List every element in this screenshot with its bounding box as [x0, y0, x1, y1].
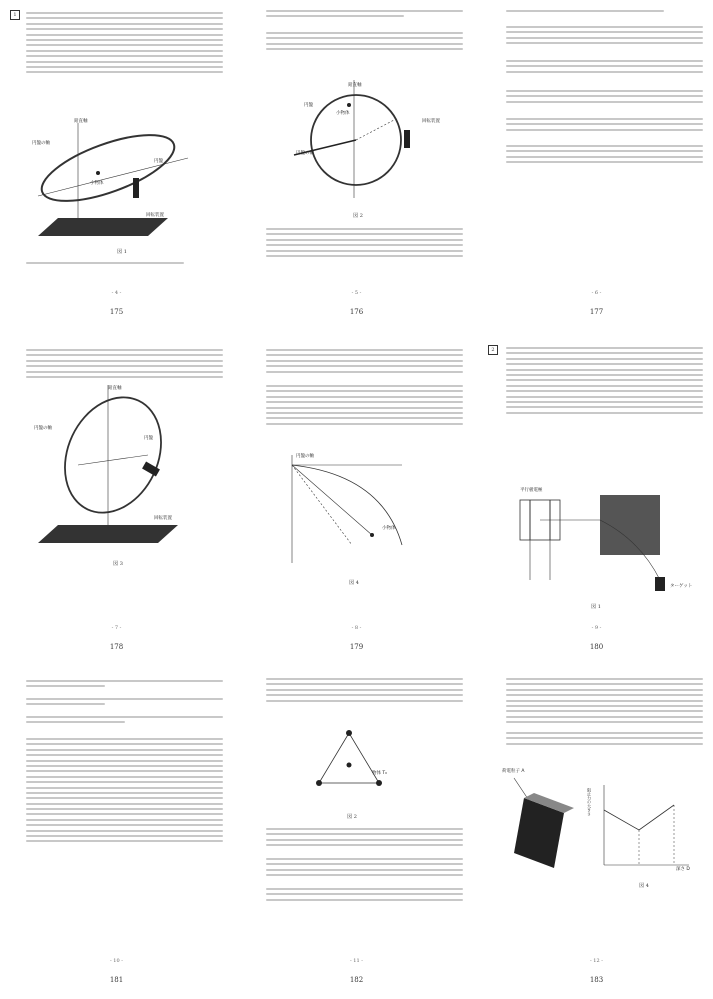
- page-number: 175: [109, 308, 124, 316]
- figure-parallel-plates: [500, 485, 700, 595]
- body-text: [26, 12, 223, 77]
- page-number: 177: [589, 308, 604, 316]
- figure-rotation-geometry: [272, 445, 422, 565]
- figure-caption: 図 4: [349, 580, 359, 586]
- label-vertical-axis: 鉛直軸: [108, 386, 122, 391]
- page-number: 179: [349, 643, 364, 651]
- page-181: [4, 668, 229, 993]
- label-disk-axis: 円盤の軸: [296, 151, 314, 156]
- page-182: [244, 668, 469, 993]
- label-vertical-axis: 鉛直軸: [348, 83, 362, 88]
- page-number-small: - 11 -: [350, 958, 363, 964]
- label-disk: 円盤: [304, 103, 313, 108]
- label-vertical-axis: 鉛直軸: [74, 119, 88, 124]
- page-number: 183: [589, 976, 604, 984]
- page-178: [4, 335, 229, 660]
- page-number-small: - 12 -: [590, 958, 603, 964]
- label-small-object: 小物体: [336, 111, 350, 116]
- figure-caption: 図 2: [347, 814, 357, 820]
- figure-caption: 図 4: [639, 883, 649, 889]
- figure-disk-apparatus: [18, 118, 223, 238]
- figure-triangle-charges: [299, 723, 399, 803]
- label-parallel-plate: 平行板電極: [520, 488, 543, 493]
- page-number: 176: [349, 308, 364, 316]
- label-disk: 円盤: [144, 436, 153, 441]
- figure-material-block: [494, 768, 584, 878]
- page-175: [4, 0, 229, 325]
- figure-caption: 図 2: [353, 213, 363, 219]
- page-number-small: - 8 -: [351, 625, 362, 631]
- label-rotator: 回転装置: [154, 516, 172, 521]
- page-number: 181: [109, 976, 124, 984]
- page-176: [244, 0, 469, 325]
- page-number: 180: [589, 643, 604, 651]
- figure-disk-tilted: [18, 385, 218, 545]
- page-177: [484, 0, 709, 325]
- page-number: 182: [349, 976, 364, 984]
- label-small-object: 小物体: [382, 526, 396, 531]
- page-number-small: - 7 -: [111, 625, 122, 631]
- question-number-box: 2: [488, 345, 498, 355]
- figure-stopping-power-graph: [594, 780, 694, 875]
- figure-caption: 図 1: [117, 249, 127, 255]
- label-charged-particle: 荷電粒子 A: [502, 769, 525, 774]
- label-disk: 円盤: [154, 159, 163, 164]
- page-179: [244, 335, 469, 660]
- figure-caption: 図 3: [113, 561, 123, 567]
- label-disk-axis: 円盤の軸: [32, 141, 50, 146]
- figure-disk-side: [274, 80, 444, 200]
- page-180: [484, 335, 709, 660]
- figure-caption: 図 1: [591, 604, 601, 610]
- page-183: [484, 668, 709, 993]
- label-small-object: 小物体: [90, 181, 104, 186]
- label-y-axis: 阻止力の大きさ: [587, 788, 592, 816]
- label-target: ターゲット: [670, 584, 693, 589]
- page-number-small: - 10 -: [110, 958, 123, 964]
- page-number-small: - 5 -: [351, 290, 362, 296]
- page-number-small: - 4 -: [111, 290, 122, 296]
- page-number: 178: [109, 643, 124, 651]
- page-number-small: - 6 -: [591, 290, 602, 296]
- label-disk-axis: 円盤の軸: [296, 454, 314, 459]
- label-rotator: 回転装置: [422, 119, 440, 124]
- label-disk-axis: 円盤の軸: [34, 426, 52, 431]
- label-particle: 物体 T₀: [372, 771, 387, 776]
- label-x-axis: 深さ D: [676, 867, 690, 872]
- question-number-box: 1: [10, 10, 20, 20]
- page-number-small: - 9 -: [591, 625, 602, 631]
- label-rotator: 回転装置: [146, 213, 164, 218]
